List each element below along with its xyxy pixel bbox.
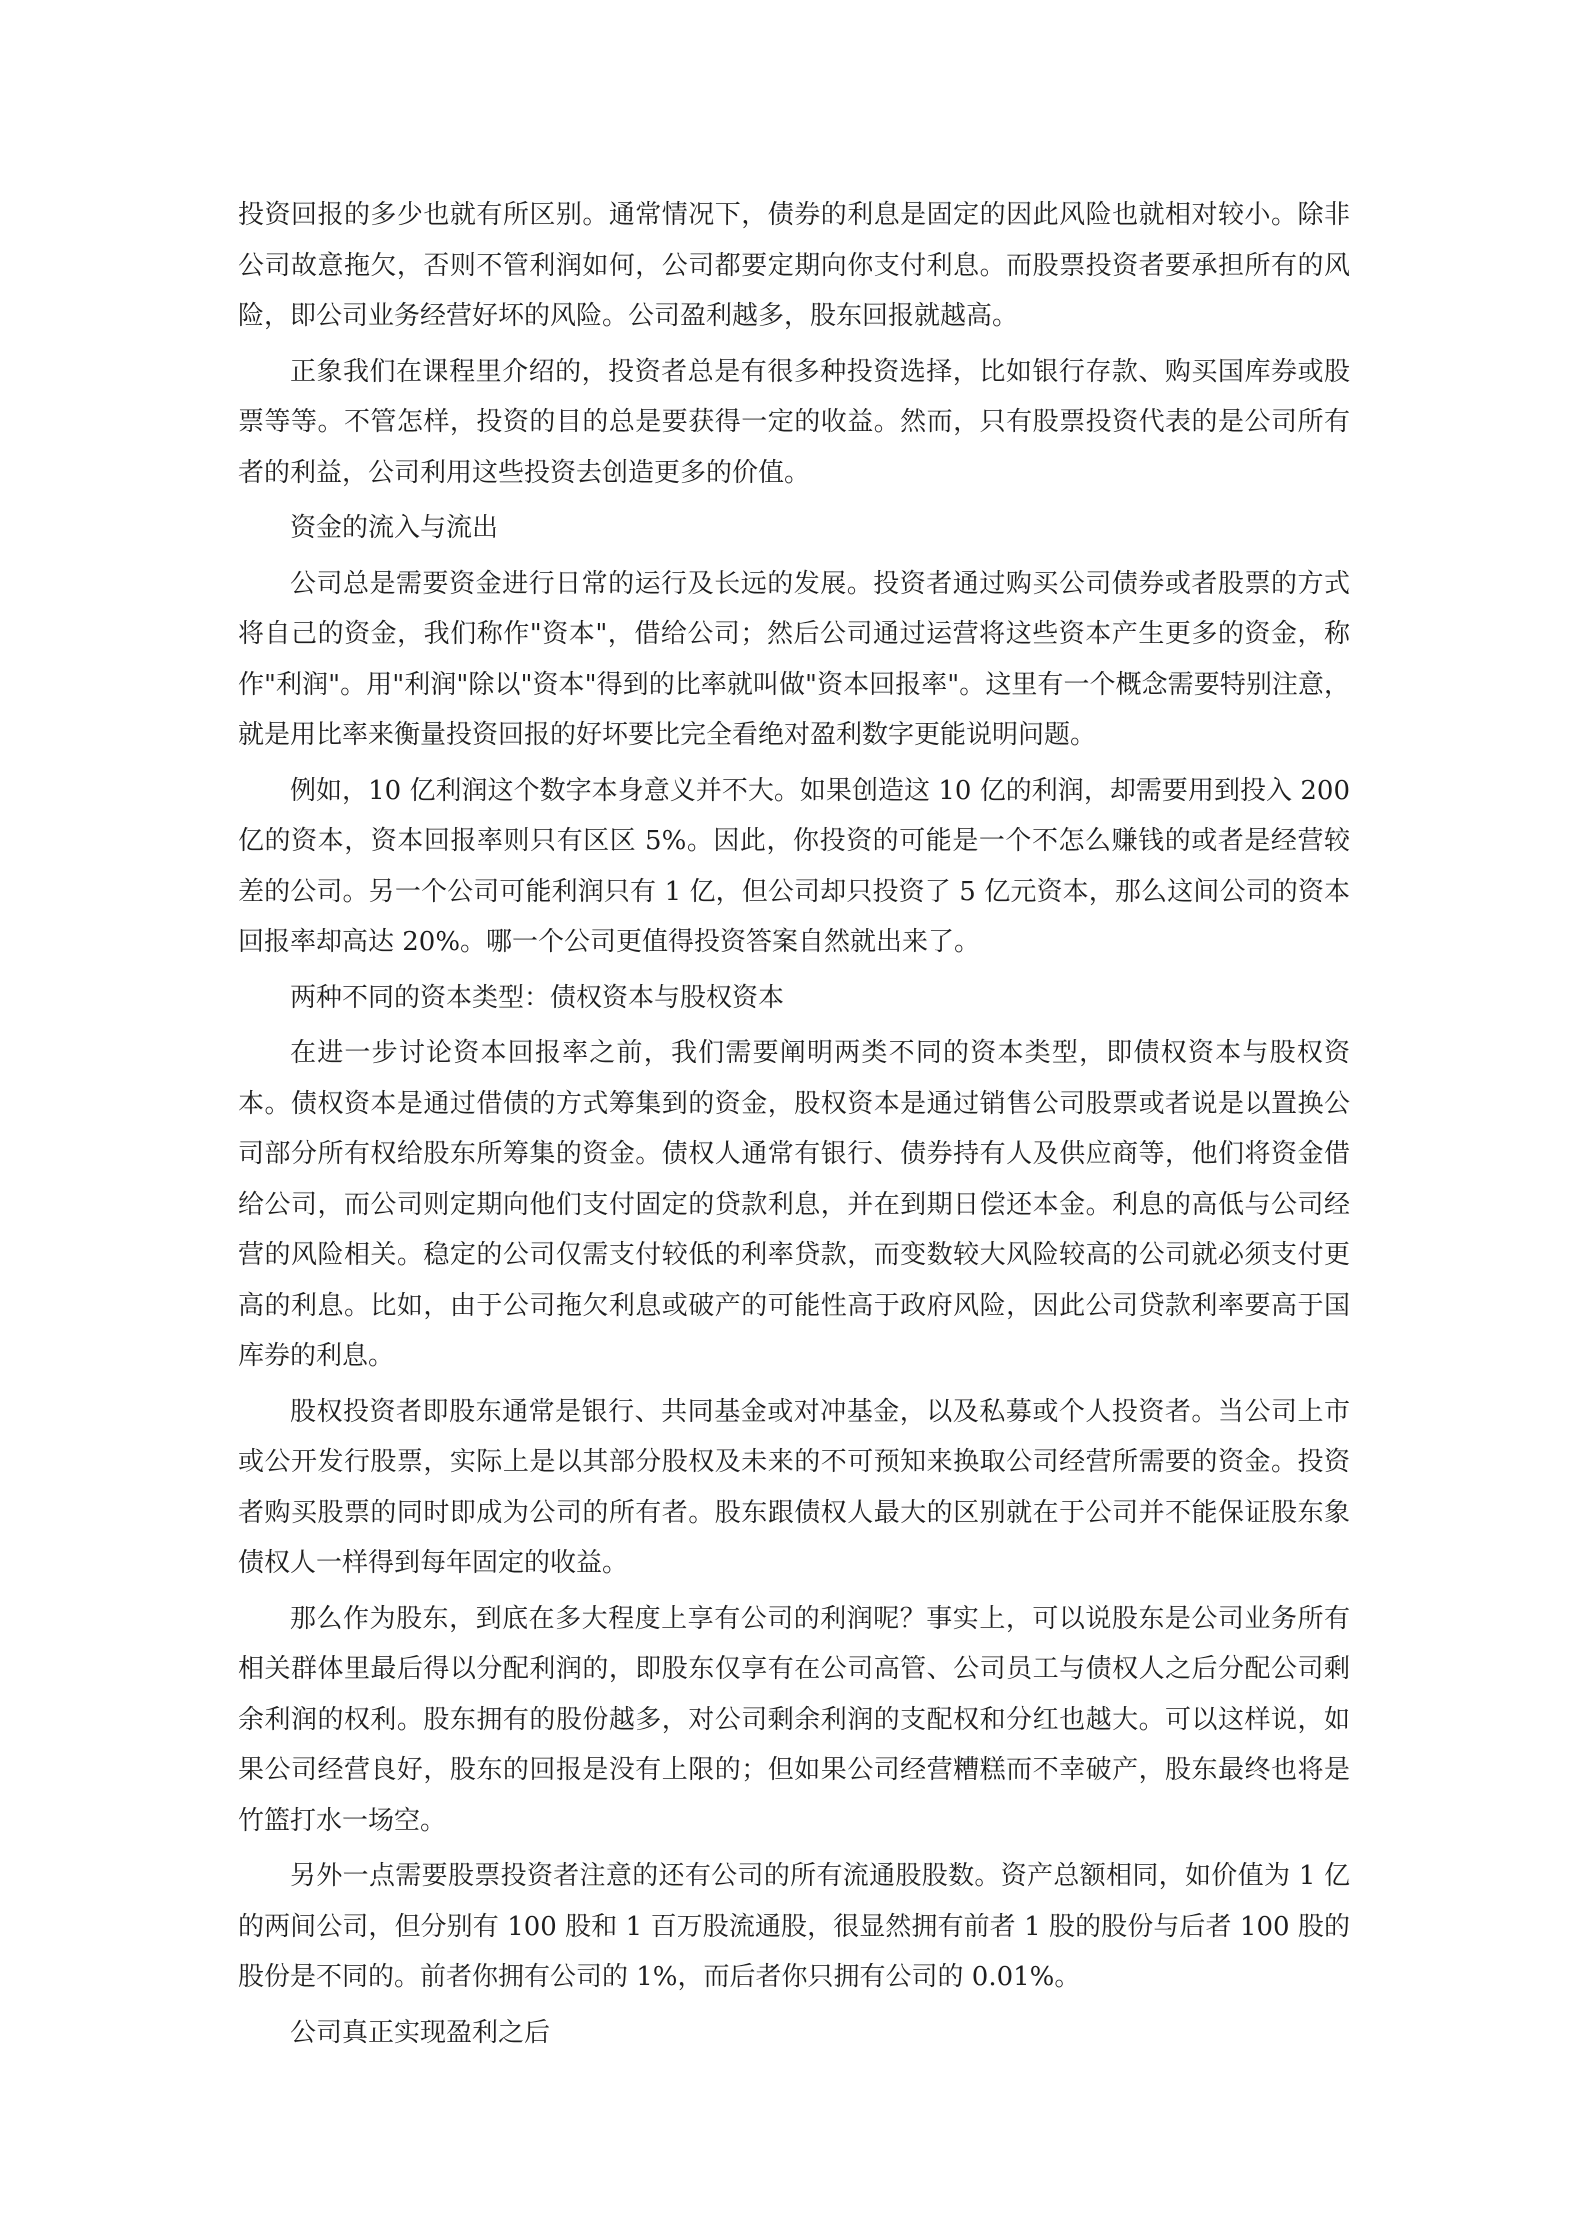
section-heading: 公司真正实现盈利之后 xyxy=(290,2017,551,2048)
paragraph: 那么作为股东，到底在多大程度上享有公司的利润呢？事实上，可以说股东是公司业务所有相关群体里最后得以分配利润的，即股东仅享有在公司高管、公司员工与债权人之后分配公司剩余利润的权利。股东拥有的股份越多，对公司剩余利润的支配权和分红也越大。可以这样说，如果公司经营良好，股东的回报是没有上限的；但如果公司经营糟糕而不幸破产，股东最终也将是竹篮打水一场空。 xyxy=(238,1603,1350,1836)
paragraph: 投资回报的多少也就有所区别。通常情况下，债券的利息是固定的因此风险也就相对较小。除非公司故意拖欠，否则不管利润如何，公司都要定期向你支付利息。而股票投资者要承担所有的风险，即公司业务经营好坏的风险。公司盈利越多，股东回报就越高。 xyxy=(238,200,1350,331)
section-heading: 资金的流入与流出 xyxy=(290,513,499,543)
section-heading: 两种不同的资本类型：债权资本与股权资本 xyxy=(290,982,785,1013)
paragraph: 另外一点需要股票投资者注意的还有公司的所有流通股股数。资产总额相同，如价值为 1 亿的两间公司，但分别有 100 股和 1 百万股流通股，很显然拥有前者 1 股的股份与后者 100 股的股份是不同的。前者你拥有公司的 1%，而后者你只拥有公司的 0.01%。 xyxy=(238,1861,1350,1992)
paragraph: 公司总是需要资金进行日常的运行及长远的发展。投资者通过购买公司债券或者股票的方式将自己的资金，我们称作"资本"，借给公司；然后公司通过运营将这些资本产生更多的资金，称作"利润"。用"利润"除以"资本"得到的比率就叫做"资本回报率"。这里有一个概念需要特别注意，就是用比率来衡量投资回报的好坏要比完全看绝对盈利数字更能说明问题。 xyxy=(238,568,1350,750)
paragraph: 在进一步讨论资本回报率之前，我们需要阐明两类不同的资本类型，即债权资本与股权资本。债权资本是通过借债的方式筹集到的资金，股权资本是通过销售公司股票或者说是以置换公司部分所有权给股东所筹集的资金。债权人通常有银行、债券持有人及供应商等，他们将资金借给公司，而公司则定期向他们支付固定的贷款利息，并在到期日偿还本金。利息的高低与公司经营的风险相关。稳定的公司仅需支付较低的利率贷款，而变数较大风险较高的公司就必须支付更高的利息。比如，由于公司拖欠利息或破产的可能性高于政府风险，因此公司贷款利率要高于国库券的利息。 xyxy=(238,1038,1350,1371)
paragraph: 股权投资者即股东通常是银行、共同基金或对冲基金，以及私募或个人投资者。当公司上市或公开发行股票，实际上是以其部分股权及未来的不可预知来换取公司经营所需要的资金。投资者购买股票的同时即成为公司的所有者。股东跟债权人最大的区别就在于公司并不能保证股东象债权人一样得到每年固定的收益。 xyxy=(238,1396,1350,1578)
paragraph: 例如，10 亿利润这个数字本身意义并不大。如果创造这 10 亿的利润，却需要用到投入 200 亿的资本，资本回报率则只有区区 5%。因此，你投资的可能是一个不怎么赚钱的或者是经营较差的公司。另一个公司可能利润只有 1 亿，但公司却只投资了 5 亿元资本，那么这间公司的资本回报率却高达 20%。哪一个公司更值得投资答案自然就出来了。 xyxy=(238,775,1350,957)
paragraph: 正象我们在课程里介绍的，投资者总是有很多种投资选择，比如银行存款、购买国库券或股票等等。不管怎样，投资的目的总是要获得一定的收益。然而，只有股票投资代表的是公司所有者的利益，公司利用这些投资去创造更多的价值。 xyxy=(238,356,1350,488)
document-page xyxy=(238,190,1350,2063)
